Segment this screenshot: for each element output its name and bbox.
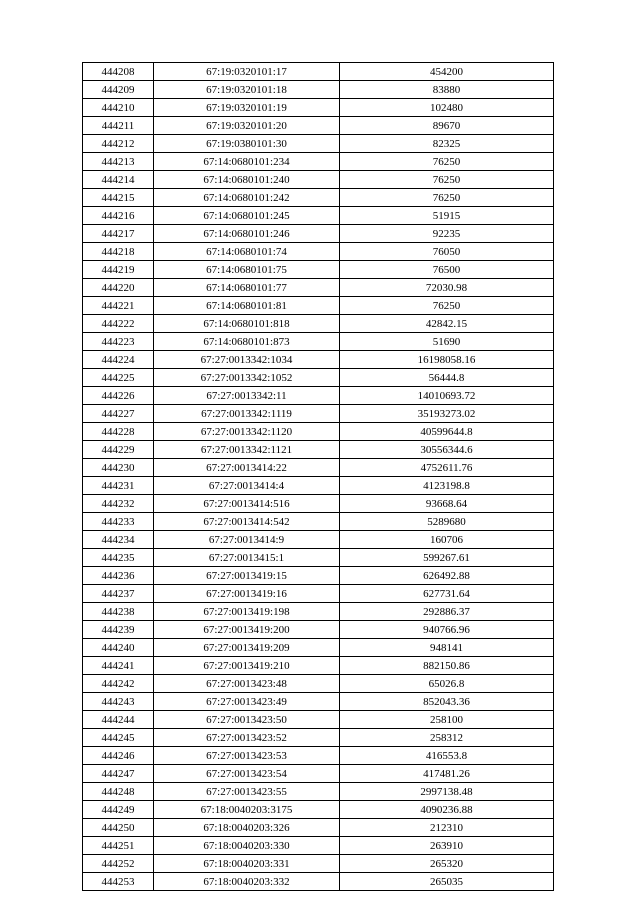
row-number-cell: 444251 xyxy=(83,837,154,855)
row-number-cell: 444230 xyxy=(83,459,154,477)
cadastral-value-cell: 16198058.16 xyxy=(340,351,554,369)
row-number-cell: 444216 xyxy=(83,207,154,225)
table-body xyxy=(83,63,554,891)
row-number-cell: 444246 xyxy=(83,747,154,765)
cadastral-value-cell: 263910 xyxy=(340,837,554,855)
row-number-cell: 444221 xyxy=(83,297,154,315)
table-row xyxy=(83,333,554,351)
row-number-cell: 444217 xyxy=(83,225,154,243)
cadastral-number-cell: 67:27:0013342:1121 xyxy=(154,441,340,459)
table-row xyxy=(83,261,554,279)
table-row xyxy=(83,405,554,423)
cadastral-number-cell: 67:27:0013423:53 xyxy=(154,747,340,765)
cadastral-value-cell: 82325 xyxy=(340,135,554,153)
cadastral-value-cell: 4123198.8 xyxy=(340,477,554,495)
cadastral-number-cell: 67:27:0013414:542 xyxy=(154,513,340,531)
table-row xyxy=(83,621,554,639)
row-number-cell: 444223 xyxy=(83,333,154,351)
row-number-cell: 444236 xyxy=(83,567,154,585)
row-number-cell: 444242 xyxy=(83,675,154,693)
table-row xyxy=(83,747,554,765)
cadastral-number-cell: 67:14:0680101:242 xyxy=(154,189,340,207)
cadastral-number-cell: 67:18:0040203:326 xyxy=(154,819,340,837)
row-number-cell: 444218 xyxy=(83,243,154,261)
row-number-cell: 444214 xyxy=(83,171,154,189)
cadastral-value-cell: 2997138.48 xyxy=(340,783,554,801)
table-row xyxy=(83,279,554,297)
cadastral-number-cell: 67:27:0013419:210 xyxy=(154,657,340,675)
cadastral-value-cell: 416553.8 xyxy=(340,747,554,765)
cadastral-number-cell: 67:27:0013414:516 xyxy=(154,495,340,513)
cadastral-number-cell: 67:14:0680101:77 xyxy=(154,279,340,297)
cadastral-value-cell: 4090236.88 xyxy=(340,801,554,819)
row-number-cell: 444220 xyxy=(83,279,154,297)
cadastral-value-cell: 30556344.6 xyxy=(340,441,554,459)
row-number-cell: 444211 xyxy=(83,117,154,135)
cadastral-number-cell: 67:14:0680101:75 xyxy=(154,261,340,279)
cadastral-value-cell: 852043.36 xyxy=(340,693,554,711)
cadastral-value-cell: 51690 xyxy=(340,333,554,351)
cadastral-number-cell: 67:27:0013415:1 xyxy=(154,549,340,567)
row-number-cell: 444238 xyxy=(83,603,154,621)
cadastral-number-cell: 67:14:0680101:245 xyxy=(154,207,340,225)
cadastral-number-cell: 67:27:0013423:49 xyxy=(154,693,340,711)
cadastral-value-cell: 76250 xyxy=(340,153,554,171)
cadastral-number-cell: 67:14:0680101:246 xyxy=(154,225,340,243)
cadastral-value-cell: 292886.37 xyxy=(340,603,554,621)
row-number-cell: 444229 xyxy=(83,441,154,459)
table-row xyxy=(83,855,554,873)
cadastral-value-cell: 265320 xyxy=(340,855,554,873)
cadastral-number-cell: 67:19:0320101:20 xyxy=(154,117,340,135)
cadastral-value-cell: 14010693.72 xyxy=(340,387,554,405)
row-number-cell: 444225 xyxy=(83,369,154,387)
cadastral-number-cell: 67:14:0680101:818 xyxy=(154,315,340,333)
cadastral-value-cell: 258100 xyxy=(340,711,554,729)
table-row xyxy=(83,585,554,603)
cadastral-value-cell: 92235 xyxy=(340,225,554,243)
cadastral-value-cell: 76250 xyxy=(340,189,554,207)
table-row xyxy=(83,531,554,549)
cadastral-number-cell: 67:27:0013414:4 xyxy=(154,477,340,495)
cadastral-value-cell: 83880 xyxy=(340,81,554,99)
table-row xyxy=(83,765,554,783)
cadastral-number-cell: 67:19:0380101:30 xyxy=(154,135,340,153)
row-number-cell: 444233 xyxy=(83,513,154,531)
table-row xyxy=(83,117,554,135)
cadastral-value-cell: 5289680 xyxy=(340,513,554,531)
cadastral-value-cell: 940766.96 xyxy=(340,621,554,639)
row-number-cell: 444208 xyxy=(83,63,154,81)
cadastral-value-cell: 76250 xyxy=(340,171,554,189)
row-number-cell: 444247 xyxy=(83,765,154,783)
cadastral-value-cell: 42842.15 xyxy=(340,315,554,333)
cadastral-value-cell: 417481.26 xyxy=(340,765,554,783)
cadastral-value-cell: 4752611.76 xyxy=(340,459,554,477)
cadastral-number-cell: 67:27:0013342:1052 xyxy=(154,369,340,387)
table-row xyxy=(83,711,554,729)
cadastral-value-cell: 626492.88 xyxy=(340,567,554,585)
table-row xyxy=(83,441,554,459)
row-number-cell: 444222 xyxy=(83,315,154,333)
cadastral-number-cell: 67:27:0013342:1034 xyxy=(154,351,340,369)
cadastral-number-cell: 67:27:0013423:55 xyxy=(154,783,340,801)
cadastral-value-cell: 160706 xyxy=(340,531,554,549)
cadastral-value-cell: 599267.61 xyxy=(340,549,554,567)
table-row xyxy=(83,513,554,531)
table-row xyxy=(83,81,554,99)
cadastral-number-cell: 67:27:0013423:50 xyxy=(154,711,340,729)
cadastral-value-cell: 93668.64 xyxy=(340,495,554,513)
cadastral-value-cell: 76500 xyxy=(340,261,554,279)
table-row xyxy=(83,207,554,225)
table-row xyxy=(83,189,554,207)
table-row xyxy=(83,423,554,441)
cadastral-number-cell: 67:27:0013342:11 xyxy=(154,387,340,405)
cadastral-value-cell: 56444.8 xyxy=(340,369,554,387)
row-number-cell: 444234 xyxy=(83,531,154,549)
row-number-cell: 444244 xyxy=(83,711,154,729)
cadastral-number-cell: 67:14:0680101:234 xyxy=(154,153,340,171)
cadastral-value-cell: 51915 xyxy=(340,207,554,225)
table-row xyxy=(83,495,554,513)
cadastral-number-cell: 67:18:0040203:331 xyxy=(154,855,340,873)
cadastral-number-cell: 67:27:0013419:16 xyxy=(154,585,340,603)
table-row xyxy=(83,639,554,657)
cadastral-number-cell: 67:19:0320101:17 xyxy=(154,63,340,81)
cadastral-number-cell: 67:27:0013419:209 xyxy=(154,639,340,657)
row-number-cell: 444240 xyxy=(83,639,154,657)
cadastral-number-cell: 67:27:0013419:15 xyxy=(154,567,340,585)
row-number-cell: 444235 xyxy=(83,549,154,567)
cadastral-value-cell: 35193273.02 xyxy=(340,405,554,423)
table-row xyxy=(83,819,554,837)
cadastral-number-cell: 67:19:0320101:18 xyxy=(154,81,340,99)
cadastral-number-cell: 67:14:0680101:873 xyxy=(154,333,340,351)
cadastral-number-cell: 67:14:0680101:81 xyxy=(154,297,340,315)
cadastral-value-cell: 454200 xyxy=(340,63,554,81)
row-number-cell: 444245 xyxy=(83,729,154,747)
cadastral-number-cell: 67:27:0013342:1119 xyxy=(154,405,340,423)
table-row xyxy=(83,603,554,621)
cadastral-number-cell: 67:27:0013423:54 xyxy=(154,765,340,783)
row-number-cell: 444253 xyxy=(83,873,154,891)
table-row xyxy=(83,567,554,585)
row-number-cell: 444219 xyxy=(83,261,154,279)
row-number-cell: 444232 xyxy=(83,495,154,513)
cadastral-value-cell: 627731.64 xyxy=(340,585,554,603)
table-row xyxy=(83,369,554,387)
cadastral-value-cell: 65026.8 xyxy=(340,675,554,693)
cadastral-number-cell: 67:14:0680101:240 xyxy=(154,171,340,189)
row-number-cell: 444210 xyxy=(83,99,154,117)
row-number-cell: 444249 xyxy=(83,801,154,819)
cadastral-value-cell: 89670 xyxy=(340,117,554,135)
table-row xyxy=(83,801,554,819)
row-number-cell: 444237 xyxy=(83,585,154,603)
row-number-cell: 444215 xyxy=(83,189,154,207)
cadastral-number-cell: 67:18:0040203:330 xyxy=(154,837,340,855)
cadastral-value-cell: 76050 xyxy=(340,243,554,261)
table-row xyxy=(83,729,554,747)
table-row xyxy=(83,459,554,477)
cadastral-number-cell: 67:27:0013414:9 xyxy=(154,531,340,549)
row-number-cell: 444248 xyxy=(83,783,154,801)
table-row xyxy=(83,153,554,171)
table-row xyxy=(83,99,554,117)
table-row xyxy=(83,135,554,153)
cadastral-value-table xyxy=(82,62,554,891)
row-number-cell: 444243 xyxy=(83,693,154,711)
cadastral-number-cell: 67:27:0013414:22 xyxy=(154,459,340,477)
table-row xyxy=(83,675,554,693)
table-row xyxy=(83,315,554,333)
row-number-cell: 444231 xyxy=(83,477,154,495)
table-row xyxy=(83,351,554,369)
cadastral-number-cell: 67:19:0320101:19 xyxy=(154,99,340,117)
table-row xyxy=(83,243,554,261)
cadastral-number-cell: 67:27:0013419:198 xyxy=(154,603,340,621)
row-number-cell: 444212 xyxy=(83,135,154,153)
table-row xyxy=(83,171,554,189)
cadastral-number-cell: 67:27:0013419:200 xyxy=(154,621,340,639)
table-row xyxy=(83,477,554,495)
cadastral-number-cell: 67:18:0040203:332 xyxy=(154,873,340,891)
cadastral-number-cell: 67:14:0680101:74 xyxy=(154,243,340,261)
table-row xyxy=(83,63,554,81)
cadastral-value-cell: 102480 xyxy=(340,99,554,117)
row-number-cell: 444239 xyxy=(83,621,154,639)
cadastral-value-cell: 72030.98 xyxy=(340,279,554,297)
table-row xyxy=(83,657,554,675)
table-row xyxy=(83,549,554,567)
cadastral-number-cell: 67:27:0013423:48 xyxy=(154,675,340,693)
table-row xyxy=(83,783,554,801)
cadastral-number-cell: 67:27:0013423:52 xyxy=(154,729,340,747)
table-row xyxy=(83,387,554,405)
cadastral-number-cell: 67:27:0013342:1120 xyxy=(154,423,340,441)
cadastral-value-cell: 882150.86 xyxy=(340,657,554,675)
cadastral-value-cell: 265035 xyxy=(340,873,554,891)
row-number-cell: 444227 xyxy=(83,405,154,423)
row-number-cell: 444224 xyxy=(83,351,154,369)
cadastral-value-cell: 212310 xyxy=(340,819,554,837)
table-row xyxy=(83,225,554,243)
table-row xyxy=(83,837,554,855)
table-row xyxy=(83,297,554,315)
row-number-cell: 444209 xyxy=(83,81,154,99)
cadastral-value-cell: 258312 xyxy=(340,729,554,747)
cadastral-number-cell: 67:18:0040203:3175 xyxy=(154,801,340,819)
cadastral-value-cell: 76250 xyxy=(340,297,554,315)
row-number-cell: 444250 xyxy=(83,819,154,837)
table-row xyxy=(83,693,554,711)
row-number-cell: 444213 xyxy=(83,153,154,171)
row-number-cell: 444226 xyxy=(83,387,154,405)
cadastral-value-cell: 40599644.8 xyxy=(340,423,554,441)
row-number-cell: 444228 xyxy=(83,423,154,441)
row-number-cell: 444241 xyxy=(83,657,154,675)
cadastral-value-cell: 948141 xyxy=(340,639,554,657)
table-row xyxy=(83,873,554,891)
row-number-cell: 444252 xyxy=(83,855,154,873)
